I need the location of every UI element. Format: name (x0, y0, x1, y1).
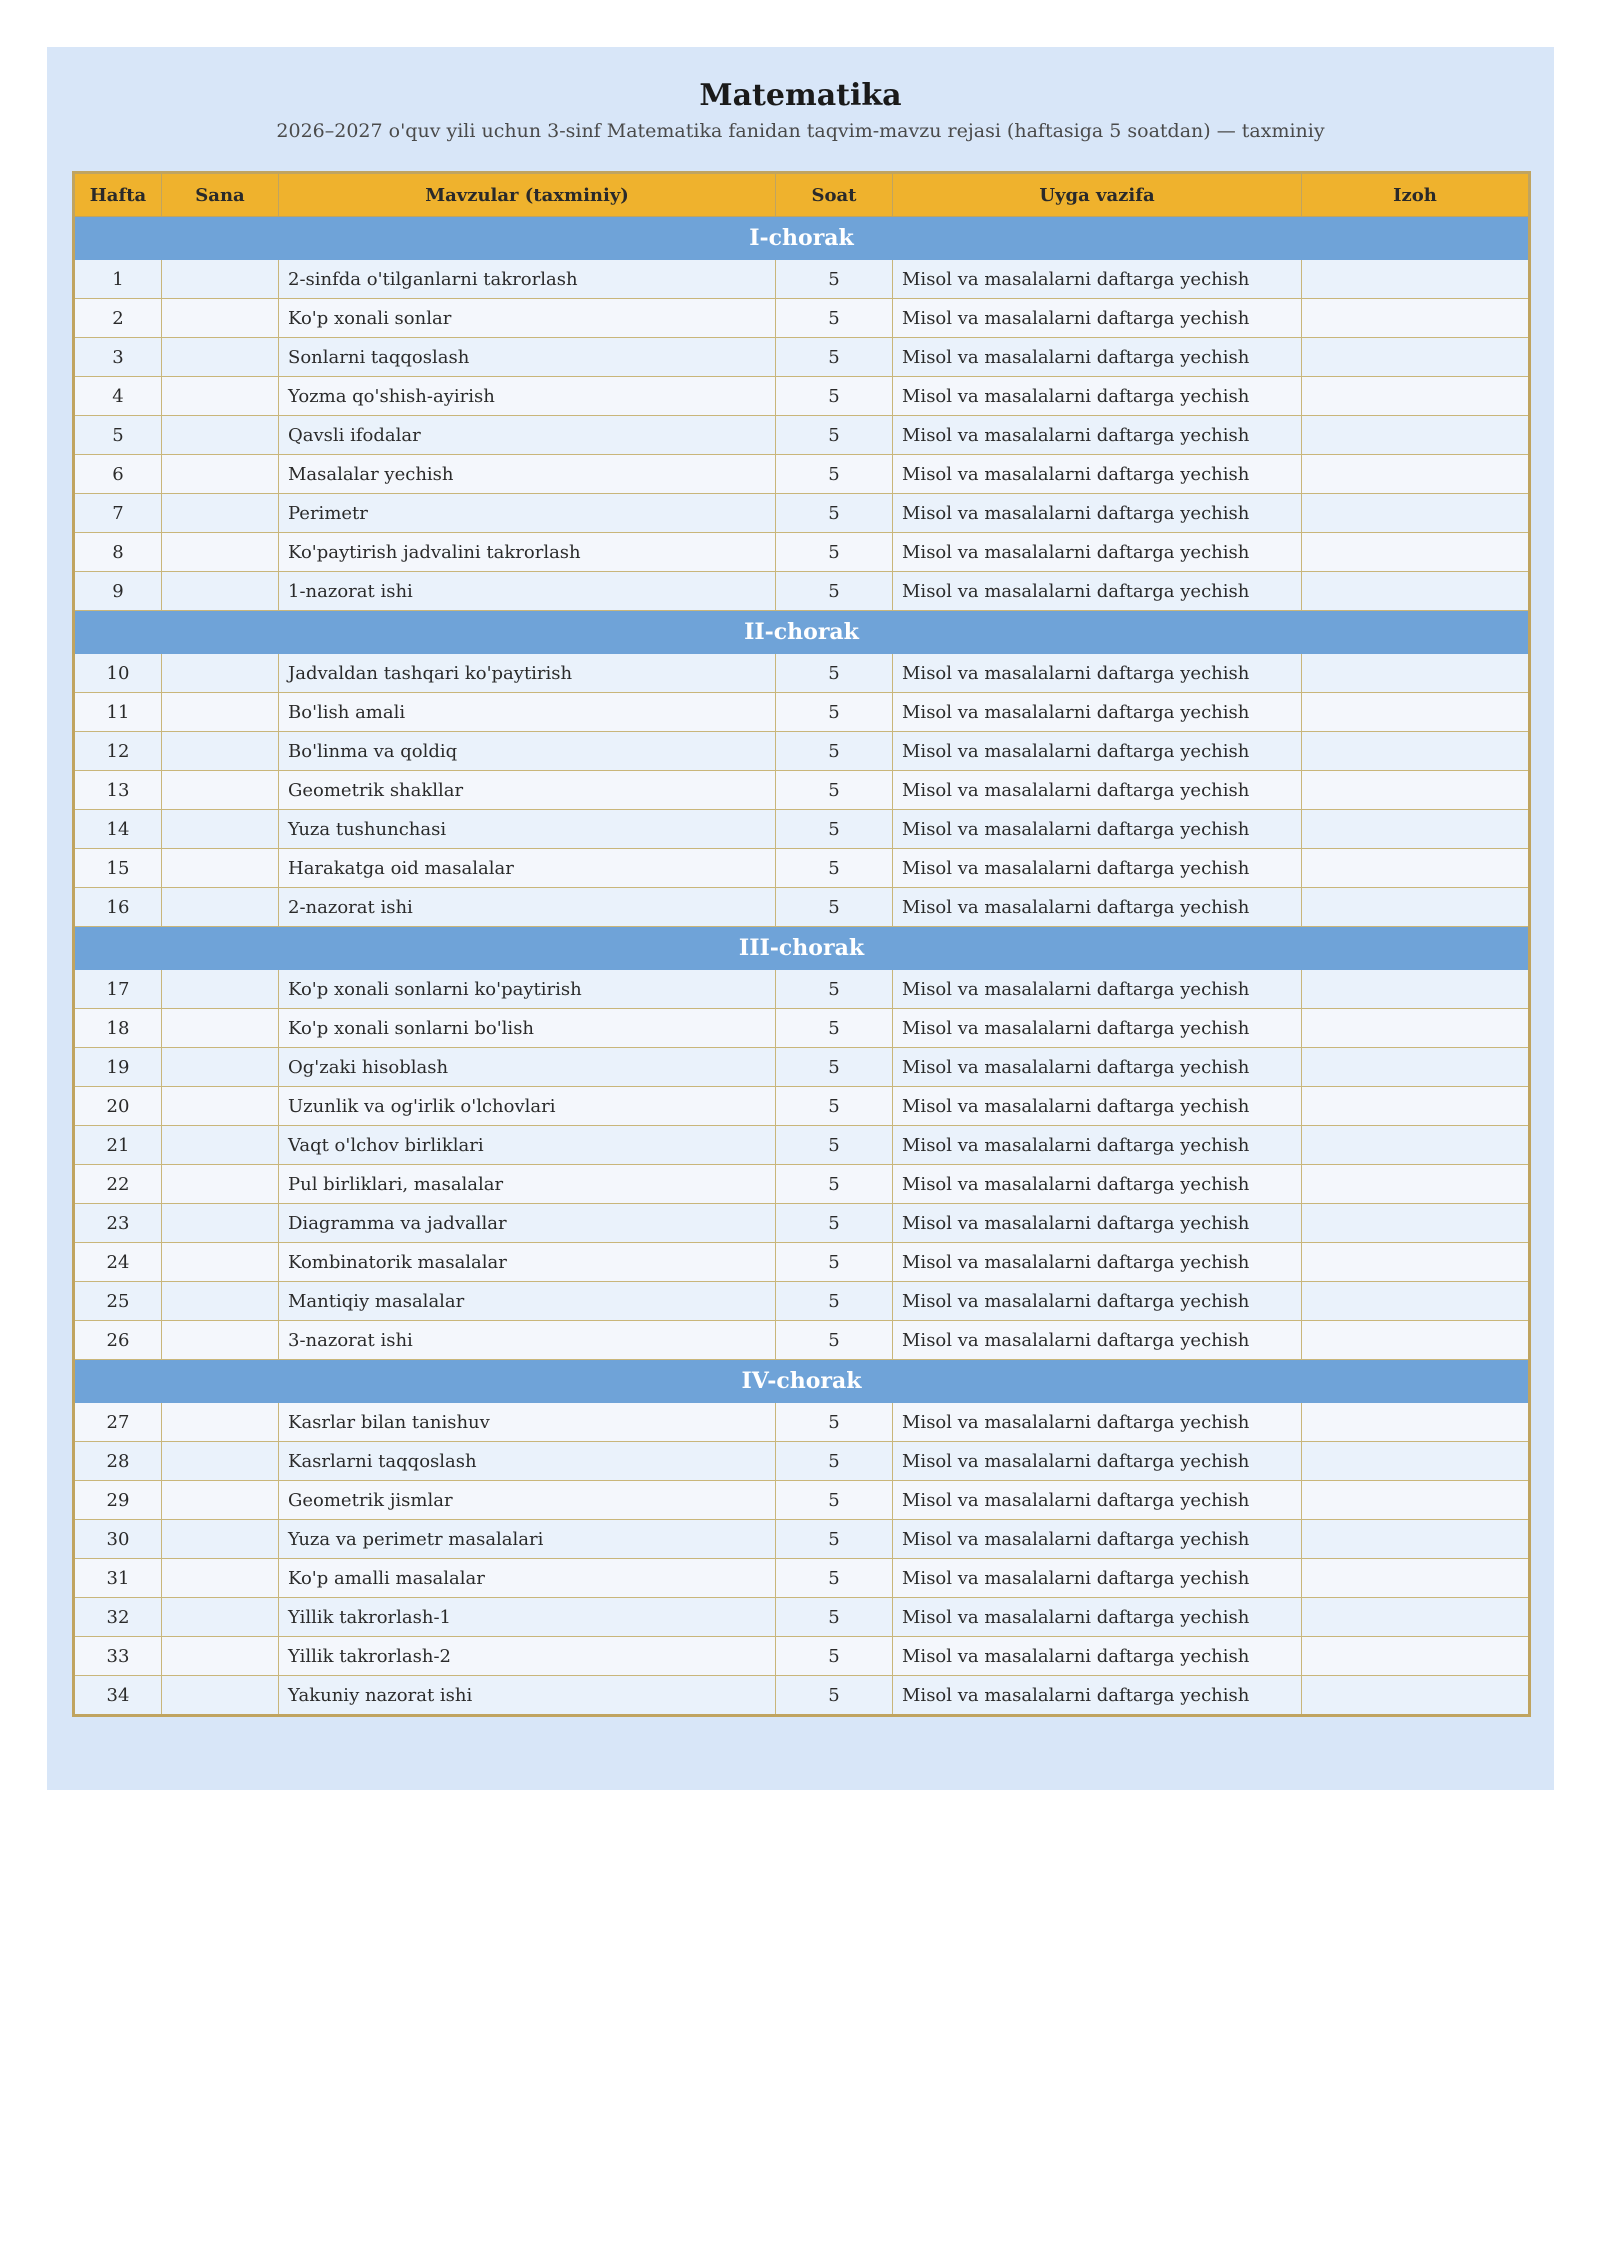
note-cell (1302, 1009, 1530, 1048)
note-cell (1302, 771, 1530, 810)
table-row (74, 771, 1530, 810)
homework-cell: Misol va masalalarni daftarga yechish (893, 1442, 1302, 1481)
table-row (74, 732, 1530, 771)
table-row (74, 654, 1530, 693)
hours-cell: 5 (776, 572, 893, 611)
week-cell: 6 (74, 455, 162, 494)
homework-cell: Misol va masalalarni daftarga yechish (893, 1559, 1302, 1598)
table-row (74, 494, 1530, 533)
homework-cell: Misol va masalalarni daftarga yechish (893, 849, 1302, 888)
week-cell: 32 (74, 1598, 162, 1637)
table-row (74, 416, 1530, 455)
date-cell (162, 888, 279, 927)
note-cell (1302, 1243, 1530, 1282)
table-row (74, 1009, 1530, 1048)
hours-cell: 5 (776, 1676, 893, 1716)
week-cell: 5 (74, 416, 162, 455)
date-cell (162, 1321, 279, 1360)
hours-cell: 5 (776, 1637, 893, 1676)
hours-cell: 5 (776, 970, 893, 1009)
date-cell (162, 1676, 279, 1716)
note-cell (1302, 1676, 1530, 1716)
note-cell (1302, 1204, 1530, 1243)
column-header-homework: Uyga vazifa (893, 173, 1302, 217)
topic-cell: Ko'p amalli masalalar (279, 1559, 776, 1598)
topic-cell: Yuza tushunchasi (279, 810, 776, 849)
note-cell (1302, 1481, 1530, 1520)
table-row (74, 1520, 1530, 1559)
homework-cell: Misol va masalalarni daftarga yechish (893, 1403, 1302, 1442)
topic-cell: Perimetr (279, 494, 776, 533)
topic-cell: Pul birliklari, masalalar (279, 1165, 776, 1204)
column-header-topic: Mavzular (taxminiy) (279, 173, 776, 217)
date-cell (162, 1204, 279, 1243)
homework-cell: Misol va masalalarni daftarga yechish (893, 572, 1302, 611)
hours-cell: 5 (776, 1321, 893, 1360)
note-cell (1302, 260, 1530, 299)
table-row (74, 1637, 1530, 1676)
note-cell (1302, 338, 1530, 377)
note-cell (1302, 849, 1530, 888)
topic-cell: Vaqt o'lchov birliklari (279, 1126, 776, 1165)
week-cell: 23 (74, 1204, 162, 1243)
date-cell (162, 771, 279, 810)
date-cell (162, 338, 279, 377)
hours-cell: 5 (776, 888, 893, 927)
homework-cell: Misol va masalalarni daftarga yechish (893, 299, 1302, 338)
hours-cell: 5 (776, 1009, 893, 1048)
topic-cell: Ko'p xonali sonlar (279, 299, 776, 338)
note-cell (1302, 1442, 1530, 1481)
table-row (74, 1598, 1530, 1637)
table-row (74, 338, 1530, 377)
hours-cell: 5 (776, 299, 893, 338)
date-cell (162, 1126, 279, 1165)
homework-cell: Misol va masalalarni daftarga yechish (893, 1321, 1302, 1360)
table-row (74, 1087, 1530, 1126)
hours-cell: 5 (776, 1165, 893, 1204)
lesson-plan-table (72, 171, 1531, 1717)
table-row (74, 1126, 1530, 1165)
quarter-label: IV-chorak (74, 1360, 1530, 1403)
hours-cell: 5 (776, 1048, 893, 1087)
homework-cell: Misol va masalalarni daftarga yechish (893, 455, 1302, 494)
hours-cell: 5 (776, 377, 893, 416)
topic-cell: Yillik takrorlash-1 (279, 1598, 776, 1637)
note-cell (1302, 1087, 1530, 1126)
table-row (74, 455, 1530, 494)
topic-cell: Yakuniy nazorat ishi (279, 1676, 776, 1716)
note-cell (1302, 1321, 1530, 1360)
topic-cell: Yuza va perimetr masalalari (279, 1520, 776, 1559)
topic-cell: Diagramma va jadvallar (279, 1204, 776, 1243)
date-cell (162, 1442, 279, 1481)
column-header-date: Sana (162, 173, 279, 217)
week-cell: 16 (74, 888, 162, 927)
topic-cell: Uzunlik va og'irlik o'lchovlari (279, 1087, 776, 1126)
homework-cell: Misol va masalalarni daftarga yechish (893, 1204, 1302, 1243)
topic-cell: Kasrlarni taqqoslash (279, 1442, 776, 1481)
week-cell: 29 (74, 1481, 162, 1520)
note-cell (1302, 1559, 1530, 1598)
date-cell (162, 1481, 279, 1520)
week-cell: 4 (74, 377, 162, 416)
date-cell (162, 732, 279, 771)
note-cell (1302, 970, 1530, 1009)
week-cell: 19 (74, 1048, 162, 1087)
week-cell: 15 (74, 849, 162, 888)
table-body (74, 217, 1530, 1716)
date-cell (162, 1559, 279, 1598)
date-cell (162, 810, 279, 849)
homework-cell: Misol va masalalarni daftarga yechish (893, 1520, 1302, 1559)
hours-cell: 5 (776, 1126, 893, 1165)
hours-cell: 5 (776, 654, 893, 693)
topic-cell: Bo'linma va qoldiq (279, 732, 776, 771)
homework-cell: Misol va masalalarni daftarga yechish (893, 377, 1302, 416)
week-cell: 21 (74, 1126, 162, 1165)
date-cell (162, 1520, 279, 1559)
table-row (74, 1676, 1530, 1716)
note-cell (1302, 494, 1530, 533)
week-cell: 22 (74, 1165, 162, 1204)
date-cell (162, 1637, 279, 1676)
week-cell: 1 (74, 260, 162, 299)
note-cell (1302, 572, 1530, 611)
hours-cell: 5 (776, 1481, 893, 1520)
hours-cell: 5 (776, 260, 893, 299)
topic-cell: 3-nazorat ishi (279, 1321, 776, 1360)
topic-cell: Mantiqiy masalalar (279, 1282, 776, 1321)
table-row (74, 849, 1530, 888)
week-cell: 10 (74, 654, 162, 693)
homework-cell: Misol va masalalarni daftarga yechish (893, 1282, 1302, 1321)
column-header-hours: Soat (776, 173, 893, 217)
note-cell (1302, 693, 1530, 732)
page-title: Matematika (699, 78, 902, 113)
topic-cell: 1-nazorat ishi (279, 572, 776, 611)
date-cell (162, 1243, 279, 1282)
week-cell: 12 (74, 732, 162, 771)
homework-cell: Misol va masalalarni daftarga yechish (893, 810, 1302, 849)
date-cell (162, 1165, 279, 1204)
topic-cell: Sonlarni taqqoslash (279, 338, 776, 377)
date-cell (162, 260, 279, 299)
date-cell (162, 533, 279, 572)
table-row (74, 1559, 1530, 1598)
topic-cell: Masalalar yechish (279, 455, 776, 494)
homework-cell: Misol va masalalarni daftarga yechish (893, 260, 1302, 299)
table-row (74, 533, 1530, 572)
date-cell (162, 693, 279, 732)
homework-cell: Misol va masalalarni daftarga yechish (893, 732, 1302, 771)
homework-cell: Misol va masalalarni daftarga yechish (893, 494, 1302, 533)
note-cell (1302, 732, 1530, 771)
note-cell (1302, 1282, 1530, 1321)
date-cell (162, 654, 279, 693)
note-cell (1302, 1126, 1530, 1165)
hours-cell: 5 (776, 1243, 893, 1282)
homework-cell: Misol va masalalarni daftarga yechish (893, 1087, 1302, 1126)
table-row (74, 1048, 1530, 1087)
date-cell (162, 1048, 279, 1087)
note-cell (1302, 810, 1530, 849)
date-cell (162, 1403, 279, 1442)
week-cell: 24 (74, 1243, 162, 1282)
topic-cell: Og'zaki hisoblash (279, 1048, 776, 1087)
week-cell: 27 (74, 1403, 162, 1442)
homework-cell: Misol va masalalarni daftarga yechish (893, 970, 1302, 1009)
table-row (74, 299, 1530, 338)
topic-cell: Yozma qo'shish-ayirish (279, 377, 776, 416)
week-cell: 26 (74, 1321, 162, 1360)
hours-cell: 5 (776, 732, 893, 771)
header-row (74, 173, 1530, 217)
page-subtitle: 2026–2027 o'quv yili uchun 3-sinf Matematika fanidan taqvim-mavzu rejasi (haftasiga 5 soatdan) — taxminiy (276, 120, 1325, 142)
note-cell (1302, 416, 1530, 455)
homework-cell: Misol va masalalarni daftarga yechish (893, 1598, 1302, 1637)
table-row (74, 377, 1530, 416)
homework-cell: Misol va masalalarni daftarga yechish (893, 1481, 1302, 1520)
table-header (74, 173, 1530, 217)
topic-cell: Kasrlar bilan tanishuv (279, 1403, 776, 1442)
hours-cell: 5 (776, 1598, 893, 1637)
note-cell (1302, 888, 1530, 927)
week-cell: 3 (74, 338, 162, 377)
note-cell (1302, 533, 1530, 572)
column-header-note: Izoh (1302, 173, 1530, 217)
table-row (74, 888, 1530, 927)
homework-cell: Misol va masalalarni daftarga yechish (893, 533, 1302, 572)
note-cell (1302, 1403, 1530, 1442)
hours-cell: 5 (776, 849, 893, 888)
date-cell (162, 1598, 279, 1637)
hours-cell: 5 (776, 1520, 893, 1559)
hours-cell: 5 (776, 1403, 893, 1442)
week-cell: 11 (74, 693, 162, 732)
homework-cell: Misol va masalalarni daftarga yechish (893, 338, 1302, 377)
week-cell: 2 (74, 299, 162, 338)
week-cell: 34 (74, 1676, 162, 1716)
week-cell: 30 (74, 1520, 162, 1559)
hours-cell: 5 (776, 1087, 893, 1126)
week-cell: 28 (74, 1442, 162, 1481)
table-row (74, 1204, 1530, 1243)
homework-cell: Misol va masalalarni daftarga yechish (893, 693, 1302, 732)
topic-cell: 2-sinfda o'tilganlarni takrorlash (279, 260, 776, 299)
quarter-header-row (74, 927, 1530, 970)
week-cell: 33 (74, 1637, 162, 1676)
table-row (74, 1165, 1530, 1204)
table-row (74, 1442, 1530, 1481)
table-row (74, 260, 1530, 299)
table-row (74, 810, 1530, 849)
week-cell: 8 (74, 533, 162, 572)
homework-cell: Misol va masalalarni daftarga yechish (893, 1637, 1302, 1676)
week-cell: 20 (74, 1087, 162, 1126)
hours-cell: 5 (776, 771, 893, 810)
table-row (74, 970, 1530, 1009)
note-cell (1302, 455, 1530, 494)
homework-cell: Misol va masalalarni daftarga yechish (893, 654, 1302, 693)
note-cell (1302, 377, 1530, 416)
topic-cell: Bo'lish amali (279, 693, 776, 732)
hours-cell: 5 (776, 416, 893, 455)
hours-cell: 5 (776, 693, 893, 732)
date-cell (162, 299, 279, 338)
date-cell (162, 494, 279, 533)
date-cell (162, 1009, 279, 1048)
table-row (74, 572, 1530, 611)
quarter-header-row (74, 611, 1530, 654)
hours-cell: 5 (776, 1282, 893, 1321)
note-cell (1302, 1520, 1530, 1559)
quarter-label: I-chorak (74, 217, 1530, 260)
week-cell: 18 (74, 1009, 162, 1048)
week-cell: 25 (74, 1282, 162, 1321)
week-cell: 17 (74, 970, 162, 1009)
topic-cell: Harakatga oid masalalar (279, 849, 776, 888)
topic-cell: Ko'paytirish jadvalini takrorlash (279, 533, 776, 572)
hours-cell: 5 (776, 455, 893, 494)
homework-cell: Misol va masalalarni daftarga yechish (893, 1048, 1302, 1087)
note-cell (1302, 1165, 1530, 1204)
hours-cell: 5 (776, 1442, 893, 1481)
week-cell: 7 (74, 494, 162, 533)
table-row (74, 1403, 1530, 1442)
note-cell (1302, 299, 1530, 338)
topic-cell: Jadvaldan tashqari ko'paytirish (279, 654, 776, 693)
homework-cell: Misol va masalalarni daftarga yechish (893, 1165, 1302, 1204)
quarter-header-row (74, 217, 1530, 260)
note-cell (1302, 1048, 1530, 1087)
table-row (74, 693, 1530, 732)
homework-cell: Misol va masalalarni daftarga yechish (893, 888, 1302, 927)
topic-cell: Yillik takrorlash-2 (279, 1637, 776, 1676)
homework-cell: Misol va masalalarni daftarga yechish (893, 416, 1302, 455)
topic-cell: Geometrik jismlar (279, 1481, 776, 1520)
date-cell (162, 455, 279, 494)
table-row (74, 1481, 1530, 1520)
date-cell (162, 970, 279, 1009)
topic-cell: Geometrik shakllar (279, 771, 776, 810)
hours-cell: 5 (776, 1204, 893, 1243)
hours-cell: 5 (776, 810, 893, 849)
topic-cell: Ko'p xonali sonlarni bo'lish (279, 1009, 776, 1048)
topic-cell: 2-nazorat ishi (279, 888, 776, 927)
topic-cell: Qavsli ifodalar (279, 416, 776, 455)
table-row (74, 1321, 1530, 1360)
hours-cell: 5 (776, 533, 893, 572)
quarter-label: III-chorak (74, 927, 1530, 970)
hours-cell: 5 (776, 338, 893, 377)
hours-cell: 5 (776, 494, 893, 533)
note-cell (1302, 654, 1530, 693)
table-row (74, 1243, 1530, 1282)
week-cell: 31 (74, 1559, 162, 1598)
note-cell (1302, 1598, 1530, 1637)
date-cell (162, 377, 279, 416)
homework-cell: Misol va masalalarni daftarga yechish (893, 1126, 1302, 1165)
note-cell (1302, 1637, 1530, 1676)
week-cell: 13 (74, 771, 162, 810)
quarter-header-row (74, 1360, 1530, 1403)
date-cell (162, 1282, 279, 1321)
topic-cell: Ko'p xonali sonlarni ko'paytirish (279, 970, 776, 1009)
date-cell (162, 416, 279, 455)
date-cell (162, 849, 279, 888)
hours-cell: 5 (776, 1559, 893, 1598)
quarter-label: II-chorak (74, 611, 1530, 654)
date-cell (162, 572, 279, 611)
column-header-week: Hafta (74, 173, 162, 217)
homework-cell: Misol va masalalarni daftarga yechish (893, 771, 1302, 810)
document-panel (47, 47, 1554, 1790)
homework-cell: Misol va masalalarni daftarga yechish (893, 1676, 1302, 1716)
homework-cell: Misol va masalalarni daftarga yechish (893, 1009, 1302, 1048)
week-cell: 14 (74, 810, 162, 849)
topic-cell: Kombinatorik masalalar (279, 1243, 776, 1282)
date-cell (162, 1087, 279, 1126)
homework-cell: Misol va masalalarni daftarga yechish (893, 1243, 1302, 1282)
table-row (74, 1282, 1530, 1321)
week-cell: 9 (74, 572, 162, 611)
